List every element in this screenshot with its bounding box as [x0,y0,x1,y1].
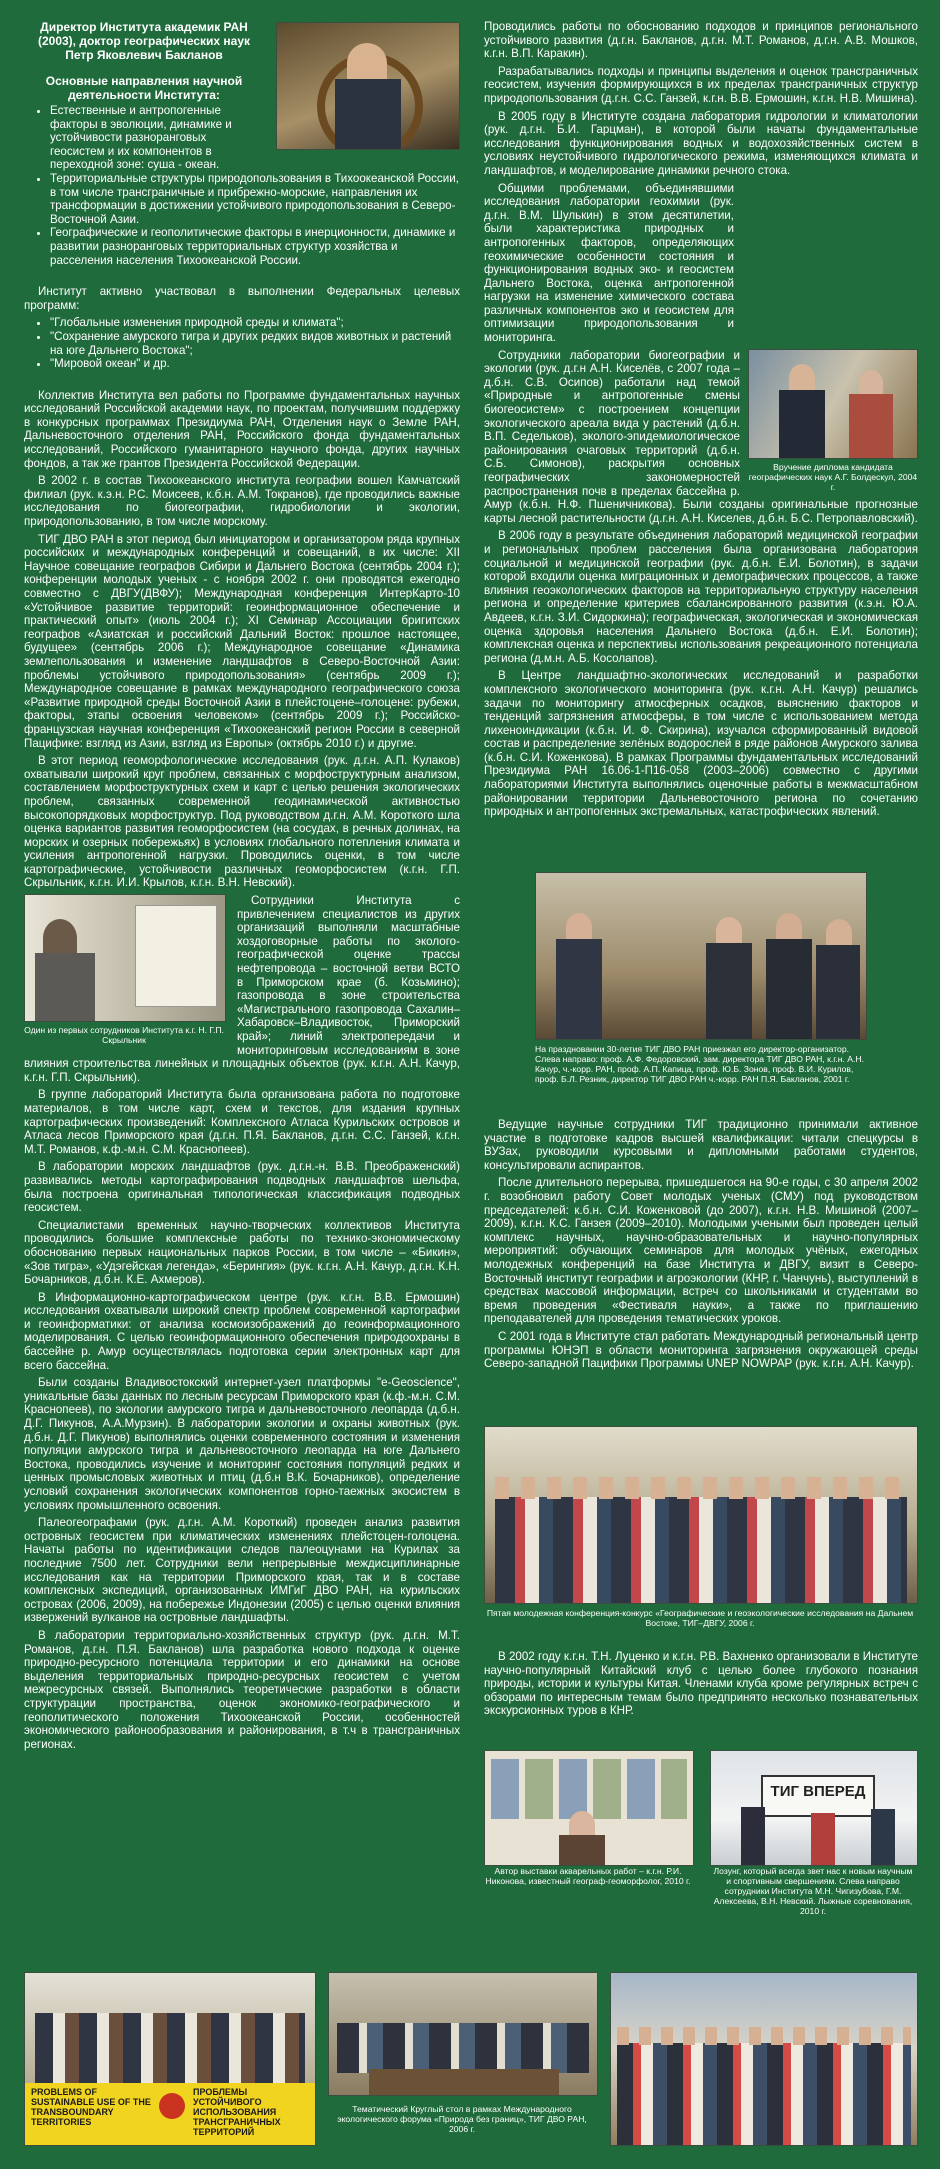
paragraph: Коллектив Института вел работы по Программе фундаментальных научных исследований Российской академии наук, по проектам, получившим поддержку в конкурсных программах Президиума РАН, Отделения наук о Земле РАН, Дальневосточного отделения РАН, Российского фонда фундаментальных исследований, Российского гуманитарного научного фонда, других научных фондов, а так же грантов Президента Российской Федерации. [24,388,460,470]
diploma-photo [748,349,918,459]
transboundary-seminar-photo [24,1972,316,2146]
paragraph: В группе лабораторий Института была организована работа по подготовке материалов, в том числе карт, схем и текстов, для издания крупных картографических произведений: Комплексного Атласа Курильских островов и Атласа лесов Приморского края (д.г.н. П.Я. Бакланов, д.г.н. С.С. Ганзей, к.г.н. М.Т. Романов, к.ф.-м.н. С.М. Краснопеев). [24,1088,460,1156]
director-photo [276,22,460,150]
right-column [484,20,918,823]
diploma-photo-block [748,349,918,492]
paragraph: Специалистами временных научно-творческих коллективов Института проводились большие комплексные работы по технико-экономическому обоснованию первых национальных парков России, в том числе – «Бикин», «Зов тигра», «Удэгейская легенда», «Берингия» (рук. к.г.н. А.Н. Качур, д.г.н. К.Н. Бочарников, д.б.н. К.Е. Ахмеров). [24,1218,460,1287]
photo-caption: Тематический Круглый стол в рамках Международного экологического форума «Природа без границ», ТИГ ДВО РАН, 2006 г. [337,2104,587,2134]
paragraph: Палеогеографами (рук. д.г.н. А.М. Короткий) проведен анализ развития островных геосистем при климатических изменениях плейстоцен-голоцена. Начаты работы по идентификации следов палеоцунами на Курилах за последние 7500 лет. Сотрудники вели непрерывные междисциплинарные исследования как на территории Приморского края, так и в составе комплексных экспедиций, организованных ИМГиГ ДВО РАН, на курильских островах (2006, 2009), на побережье Индонезии (2005) с целью оценки влияния извержений вулканов на островные ландшафты. [24,1516,460,1625]
paragraph: Ведущие научные сотрудники ТИГ традиционно принимали активное участие в подготовке кадров высшей квалификации: читали спецкурсы в ВУЗах, руководили курсовыми и дипломными работами студентов, консультировали аспирантов. [484,1118,918,1172]
paragraph: В лаборатории территориально-хозяйственных структур (рук. д.г.н. М.Т. Романов, д.г.н. П.Я. Бакланов) шла разработка нового подхода к оценке природно-ресурсного потенциала территории и его динамики на основе выделения территориальных природно-ресурсных геосистем с учетом межресурсных связей. Выполнялись теоретические разработки в области структурации пространства, оценок экономико-географического и геополитического положения Тихоокеанской России, особенностей экономического районообразования и районирования, в т.ч в трансграничных регионах. [24,1628,460,1751]
photo-caption: Один из первых сотрудников Института к.г. Н. Г.П. Скрыльник [24,1025,224,1046]
staff-photo [24,894,226,1022]
paragraph: Сотрудники Института с привлечением специалистов из других организаций выполняли масштабные хоздоговорные работы по эколого-географической оценке трассы нефтепровода – восточной ветви ВСТО в Приморском крае (б. Козьмино); газопровода в зоне строительства «Магистрального газопровода Сахалин–Хабаровск–Владивосток, Приморский край»; линий электропередачи и мониторинговым исследованиям в зоне влияния строительства линейных и площадных объектов (рук. к.г.н. А.Н. Качур, к.г.н. Г.П. Скрыльник). [24,894,460,1084]
anniversary-photo [535,872,867,1040]
paragraph: В лаборатории морских ландшафтов (рук. д.г.н.-н. В.В. Преображенский) развивались методы картографирования подводных ландшафтов шельфа, была построена оригинальная типологическая классификация подводных геосистем. [24,1160,460,1215]
paragraph: Разрабатывались подходы и принципы выделения и оценок трансграничных геосистем, изучения формирующихся в их пределах трансграничных структур природопользования (д.г.н. С.С. Ганзей, к.г.н. В.В. Ермошин, к.г.н. Н.В. Мишина). [484,64,918,105]
federal-intro: Институт активно участвовал в выполнении Федеральных целевых программ: [24,285,460,312]
photo-caption: Автор выставки акварельных работ – к.г.н. Р.И. Никонова, известный географ-геоморфолог, 2010 г. [485,1866,691,1886]
direction-item: • Естественные и антропогенные факторы в эволюции, динамике и устойчивости разноранговых геосистем и их компонентов в переходной зоне: суша - океан. [50,104,264,172]
right-column-club [484,1650,918,1722]
paragraph: В 2002 году к.г.н. Т.Н. Луценко и к.г.н. Р.В. Вахненко организовали в Институте научно-популярный Китайский клуб с целью более глубокого познания природы, истории и культуры Китая. Членами клуба кроме регулярных встреч с обзорами по интересным темам было предпринято несколько познавательных экскурсионных туров в КНР. [484,1650,918,1718]
forum-group-photo [610,1972,918,2146]
watercolor-exhibition-photo [484,1750,694,1866]
poster-en: PROBLEMS OF SUSTAINABLE USE OF THE TRANSBOUNDARY TERRITORIES [31,2087,151,2127]
banner-text: ТИГ ВПЕРЕД [770,1783,866,1800]
paragraph: В 2006 году в результате объединения лабораторий медицинской географии и региональных проблем расселения была организована лаборатория социальной и медицинской географии (рук. д.б.н. Е.И. Болотин), в задачи которой входили оценка миграционных и демографических процессов, а также влияния геоэкологических факторов на территориальную структуру населения региона и определение критериев сбалансированного развития (к.э.н. Ю.А. Авдеев, к.г.н. З.И. Сидоркина); географическая, экологическая и экономическая оценка здоровья населения Дальнего Востока (д.б.н. Е.И. Болотин); комплексная оценка и перспективы использования рекреационного потенциала региона (д.м.н. А.Б. Косолапов). [484,529,918,665]
direction-item: • Территориальные структуры природопользования в Тихоокеанской России, в том числе трансграничные и прибрежно-морские, направления их трансформации в достижении устойчивого природопользования в Северо-Восточной Азии. [50,172,460,226]
photo-caption: Лозунг, который всегда звет нас к новым научным и спортивным свершениям. Слева направо сотрудники Института М.Н. Чигизубова, Г.М. Алексеева, В.Н. Невский. Лыжные соревнования, 2010 г. [713,1866,913,1916]
program-item: • "Сохранение амурского тигра и других редких видов животных и растений на юге Дальнего Востока"; [50,330,460,357]
paragraph: Общими проблемами, объединявшими исследования лаборатории геохимии (рук. д.г.н. В.М. Шулькин) в этом десятилетии, были характеристика природных и антропогенных факторов, определяющих геохимические особенности состояния и функционирования водных эко- и геосистем Дальнего Востока, оценка антропогенной нагрузки на изменение химического состава различных компонентов эко и геосистем для оптимизации природопользования и мониторинга. [484,181,734,345]
paragraph: С 2001 года в Институте стал работать Международный региональный центр программы ЮНЭП в области мониторинга загрязнения окружающей среды Северо-западной Пацифики Программы UNEP NOWPAP (рук. к.г.н. А.Н. Качур). [484,1329,918,1371]
program-item: • "Мировой океан" и др. [50,357,460,371]
directions-heading: Основные направления научной деятельности Института: [45,74,243,102]
paragraph: В 2002 г. в состав Тихоокеанского института географии вошел Камчатский филиал (рук. к.э.н. Р.С. Моисеев, к.б.н. А.М. Токранов), где проводились важные исследования по биогеографии, гидробиологии и экологии, природопользованию, в том числе морскому. [24,474,460,529]
conference-group-photo [484,1426,918,1604]
poster-logo-icon [159,2093,185,2119]
photo-caption: Пятая молодежная конференция-конкурс «Географические и геоэкологические исследования на Дальнем Востоке, ТИГ–ДВГУ, 2006 г. [486,1608,914,1628]
photo-caption: На праздновании 30-летия ТИГ ДВО РАН приезжал его директор-организатор. Слева направо: проф. А.Ф. Федоровский, зам. директора ТИГ ДВО РАН, к.г.н. А.Н. Качур, ч.-корр. РАН, проф. А.П. Капица, проф. Ю.Б. Зонов, проф. В.И. Курилов, проф. Б.Л. Резник, директор ТИГ ДВО РАН ч.-корр. РАН П.Я. Бакланов, 2001 г. [535,1044,864,1084]
direction-item: • Географические и геополитические факторы в инерционности, динамике и развитии разноранговых территориальных структур хозяйства и расселения населения Тихоокеанской России. [50,226,460,267]
paragraph: В 2005 году в Институте создана лаборатория гидрологии и климатологии (рук. д.г.н. Б.И. Гарцман), в которой были начаты фундаментальные исследования функционирования водных и водохозяйственных систем в условиях неустойчивого гидрологического режима, изменяющихся климата и ландшафтов, и моделирование динамики речного стока. [484,109,918,177]
roundtable-photo [328,1972,598,2096]
paragraph: Проводились работы по обоснованию подходов и принципов регионального устойчивого развития (д.г.н. Бакланов, д.г.н. М.Т. Романов, д.г.н. А.В. Мошков, к.г.н. В.П. Каракин). [484,20,918,61]
paragraph: В Информационно-картографическом центре (рук. к.г.н. В.В. Ермошин) исследования охватывали широкий спектр проблем современной картографии и геоинформатики: от анализа космоизображений до геоинформационного моделирования. С целью геоинформационного обеспечения природоохраны в бассейне р. Амур осуществлялась подготовка серии электронных карт для всего бассейна. [24,1290,460,1372]
staff-photo-block [24,894,229,1052]
poster-ru: ПРОБЛЕМЫ УСТОЙЧИВОГО ИСПОЛЬЗОВАНИЯ ТРАНСГРАНИЧНЫХ ТЕРРИТОРИЙ [193,2087,281,2137]
paragraph: После длительного перерыва, пришедшегося на 90-е годы, с 30 апреля 2002 г. возобновил работу Совет молодых ученых (СМУ) под руководством председателей: к.б.н. С.И. Коженковой (до 2007), к.г.н. Н.В. Мишиной (2007–2009), к.г.н. К.С. Ганзея (2009–2010). Молодыми учеными был проведен целый комплекс научных, научно-образовательных и научно-популярных мероприятий: обучающих семинаров для молодых учёных, ежегодных молодежных конференций на базе Института и ДВГУ, визит в Северо-Восточный институт географии и агроэкологии (КНР, г. Чанчунь), выступлений в средствах массовой информации, встреч со школьниками и студентами во время проведения «Фестиваля науки», а также по приглашению преподавателей для проведения тематических уроков. [484,1176,918,1326]
paragraph: В Центре ландшафтно-экологических исследований и разработки комплексного экологического мониторинга (рук. к.г.н. А.Н. Качур) решались задачи по мониторингу атмосферных осадков, выяснению факторов и тенденций загрязнения атмосферы, в том числе с использованием метода лихеноиндикации (к.б.н. И. Ф. Скирина), изучался сформированный видовой состав и распределение зелёных водорослей в ряде районов Амурского залива (к.б.н. С.И. Коженкова). В рамках Программы фундаментальных исследований Президиума РАН 16.06-1-П16-058 (2003–2006) совместно с другими лабораториями Института выполнялись оценочные работы в межмасштабном районировании территории Дальневосточного региона по сочетанию природных и антропогенных экстремальных, катастрофических явлений. [484,669,918,819]
program-item: • "Глобальные изменения природной среды и климата"; [50,316,460,330]
paragraph: Были созданы Владивостокский интернет-узел платформы "e-Geoscience", уникальные базы данных по лесным ресурсам Приморского края (к.ф.-м.н. С.М. Краснопеев), по экологии амурского тигра и дальневосточного леопарда (д.б.н. Д.Г. Пикунов, А.А.Мурзин). В лаборатории экологии и охраны животных (рук. д.б.н. Д.Г. Пикунов) выполнялись оценки современного состояния и изменения популяции амурского тигра и дальневосточного леопарда на юге Дальнего Востока, проводились изучение и мониторинг состояния популяций редких и ценных промысловых животных и птиц (д.б.н В.К. Бочарников), определение условий сохранения экологических компонентов горно-таежных экосистем в условиях промышленного освоения. [24,1376,460,1512]
photo-caption: Вручение диплома кандидата географических наук А.Г. Болдескул, 2004 г. [748,461,918,492]
federal-programs-list [24,316,460,370]
left-column [24,20,460,1755]
ski-competition-photo [710,1750,918,1866]
paragraph: ТИГ ДВО РАН в этот период был инициатором и организатором ряда крупных российских и международных конференций и совещаний, в их числе: XII Научное совещание географов Сибири и Дальнего Востока (сентябрь 2004 г.); конференции молодых ученых - с ноября 2002 г. они проводятся ежегодно совместно с ДВГУ(ДВФУ); Международная конференция ИнтерКарто-10 «Устойчивое развитие территорий: геоинформационное обеспечение и практический опыт» (июль 2004 г.); XI Семинар Ассоциации бригитских географов «Азиатская и российский Дальний Восток: прошлое настоящее, будущее» (сентябрь 2006 г.); Международное совещание «Динамика землепользования и изменение ландшафтов в Северо-Восточной Азии: проблемы устойчивого природопользования» (сентябрь 2009 г.); Международное совещание в рамках международного географического союза «Развитие природной среды Восточной Азии в плейстоцене–голоцене: рубежи, факторы, этапы освоения человеком» (сентябрь 2009 г.); Российско-французская научная конференция «Тихоокеанский регион России в северной Пацифике: взгляд из Азии, взгляд из Европы» (октябрь 2010 г.) и другие. [24,532,460,750]
director-title: Директор Института академик РАН (2003), доктор географических наук Петр Яковлевич Бакланов [37,20,251,62]
paragraph: В этот период геоморфологические исследования (рук. д.г.н. А.П. Кулаков) охватывали широкий круг проблем, связанных с морфоструктурным анализом, составлением морфоструктурных схем и карт с целью решения экологических проблем, связанных современной геодинамической активностью высокопорядковых морфоструктур. Под руководством д.г.н. А.М. Короткого шла оценка вариантов развития геоморфосистем (на сосудах, в речных долинах, на морских и озерных побережьях) в условиях глобального потепления климата и усиления антропогенной нагрузки. Проводились оценки, в том числе картографические, устойчивости различных геоморфосистем (к.г.н. Г.П. Скрыльник, к.г.н. И.И. Крылов, к.г.н. В.Н. Невский). [24,754,460,890]
paragraph: Сотрудники лаборатории биогеографии и экологии (рук. д.г.н А.Н. Киселёв, с 2007 года – д.б.н. С.В. Осипов) работали над темой «Природные и антропогенные смены биогеосистем» с построением концепции экологического ареала вида у растений (д.б.н. В.П. Седельков), эколого-эпидемиологическое районирования очаговых территорий (д.б.н. С.Б. Симонов), раскрытия основных географических закономерностей распространения почв в пределах бассейна р. Амур (к.б.н. Н.Ф. Пшеничникова). Были созданы оригинальные прогнозные карты лесной растительности (д.г.н. А.Н. Киселев, д.б.н. Б.С. Петропавловский). [484,348,918,525]
right-column-lower [484,1118,918,1375]
